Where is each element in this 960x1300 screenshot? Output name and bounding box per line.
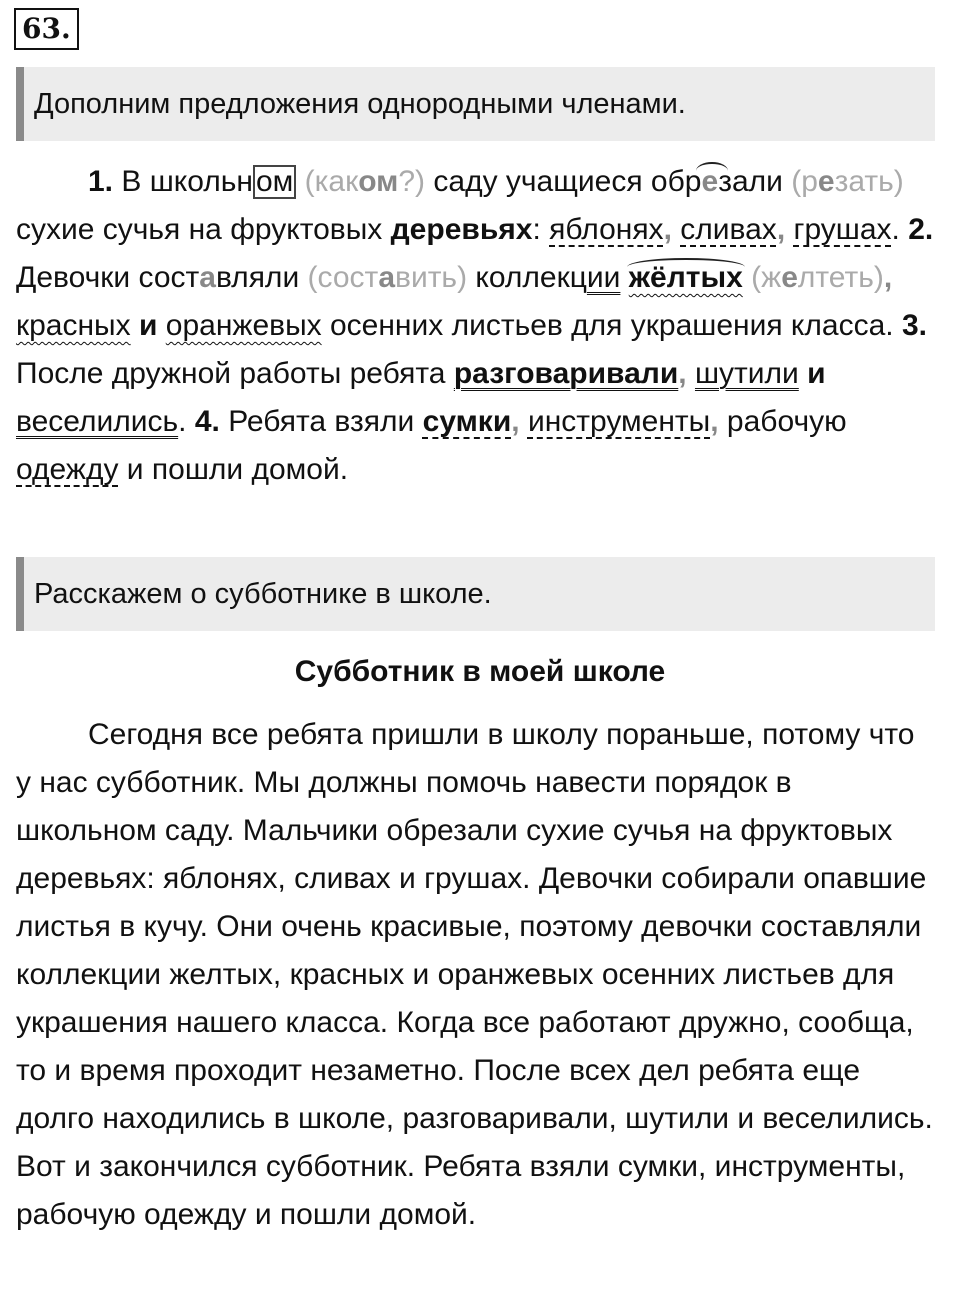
- punctuation: .: [891, 213, 900, 246]
- comma: ,: [663, 213, 672, 246]
- conjunction: и: [138, 309, 158, 342]
- homogeneous-member: разговаривали: [453, 357, 679, 390]
- text-fragment: Ребята взяли: [228, 405, 415, 438]
- text-fragment: рабочую: [726, 405, 847, 438]
- hint-text: лтеть): [797, 261, 884, 294]
- exercise-number: 63.: [14, 8, 79, 50]
- text-fragment: вляли: [215, 261, 300, 294]
- text-fragment: зали: [718, 165, 783, 198]
- homogeneous-member: оранжевых: [165, 309, 322, 342]
- root-vowel: е: [702, 158, 719, 206]
- sentence-number: 4.: [194, 405, 220, 438]
- text-fragment: саду учащиеся обр: [433, 165, 702, 198]
- hint-text: вить): [395, 261, 468, 294]
- exercise-text: [16, 158, 936, 494]
- sentence-number: 1.: [88, 165, 114, 198]
- hint-text: (р: [791, 165, 818, 198]
- hint-vowel: е: [817, 165, 835, 198]
- hint-vowel: а: [378, 261, 395, 294]
- homogeneous-member: инструменты: [527, 405, 711, 438]
- hint-text: (как: [304, 165, 359, 198]
- task-banner-2: [16, 557, 935, 631]
- hint-vowel: е: [781, 261, 798, 294]
- sentence-number: 3.: [901, 309, 927, 342]
- homogeneous-member: шутили: [694, 357, 799, 390]
- text-fragment: осенних листьев для украшения класса.: [329, 309, 894, 342]
- story-title: Субботник в моей школе: [294, 655, 666, 688]
- hint-text: ?): [398, 165, 426, 198]
- word-ending-box: ом: [253, 165, 296, 199]
- task-banner-1: [16, 67, 935, 141]
- text-fragment: В школьн: [121, 165, 253, 198]
- task-banner-2-text: Расскажем о субботнике в школе.: [34, 578, 492, 610]
- homogeneous-member: яблонях: [549, 213, 664, 246]
- punctuation: :: [532, 213, 541, 246]
- stressed-vowel: а: [199, 261, 216, 294]
- sentence-number: 2.: [908, 213, 934, 246]
- text-fragment: После дружной работы ребята: [16, 357, 446, 390]
- hint-text: зать): [834, 165, 904, 198]
- hint-text: (ж: [751, 261, 782, 294]
- comma: ,: [883, 261, 893, 294]
- homogeneous-member: красных: [16, 309, 131, 342]
- story-text: Сегодня все ребята пришли в школу пораньше, потому что у нас субботник. Мы должны помочь навести порядок в школьном саду. Мальчики обрезали сухие сучья на фруктовых деревьях: яблонях, сливах и грушах. Девочки собирали опавшие листья в кучу. Они очень красивые, поэтому девочки составляли коллекции желтых, красных и оранжевых осенних листьев для украшения нашего класса. Когда все работают дружно, сообща, то и время проходит незаметно. После всех дел ребята еще долго находились в школе, разговаривали, шутили и веселились. Вот и закончился субботник. Ребята взяли сумки, инструменты, рабочую одежду и пошли домой.: [16, 718, 933, 1231]
- homogeneous-member: одежду: [16, 453, 119, 486]
- conjunction: и: [807, 357, 826, 390]
- generalizing-word: деревьях: [390, 213, 533, 246]
- word-ending: ии: [586, 261, 621, 294]
- task-banner-1-text: Дополним предложения однородными членами.: [34, 88, 686, 120]
- comma: ,: [776, 213, 786, 246]
- homogeneous-member: жёлтых: [629, 254, 743, 302]
- homogeneous-member: грушах: [793, 213, 892, 246]
- comma: ,: [678, 357, 687, 390]
- comma: ,: [710, 405, 719, 438]
- hint-text: (сост: [307, 261, 379, 294]
- text-fragment: Девочки сост: [16, 261, 200, 294]
- text-fragment: коллекц: [475, 261, 587, 294]
- text-fragment: сухие сучья на фруктовых: [16, 213, 383, 246]
- punctuation: .: [178, 405, 187, 438]
- homogeneous-member: сливах: [680, 213, 777, 246]
- text-fragment: и пошли домой.: [126, 453, 349, 486]
- story-paragraph: [16, 711, 936, 1239]
- homogeneous-member: сумки: [422, 405, 512, 438]
- homogeneous-member: веселились: [16, 405, 179, 438]
- comma: ,: [511, 405, 520, 438]
- hint-ending: ом: [358, 165, 399, 198]
